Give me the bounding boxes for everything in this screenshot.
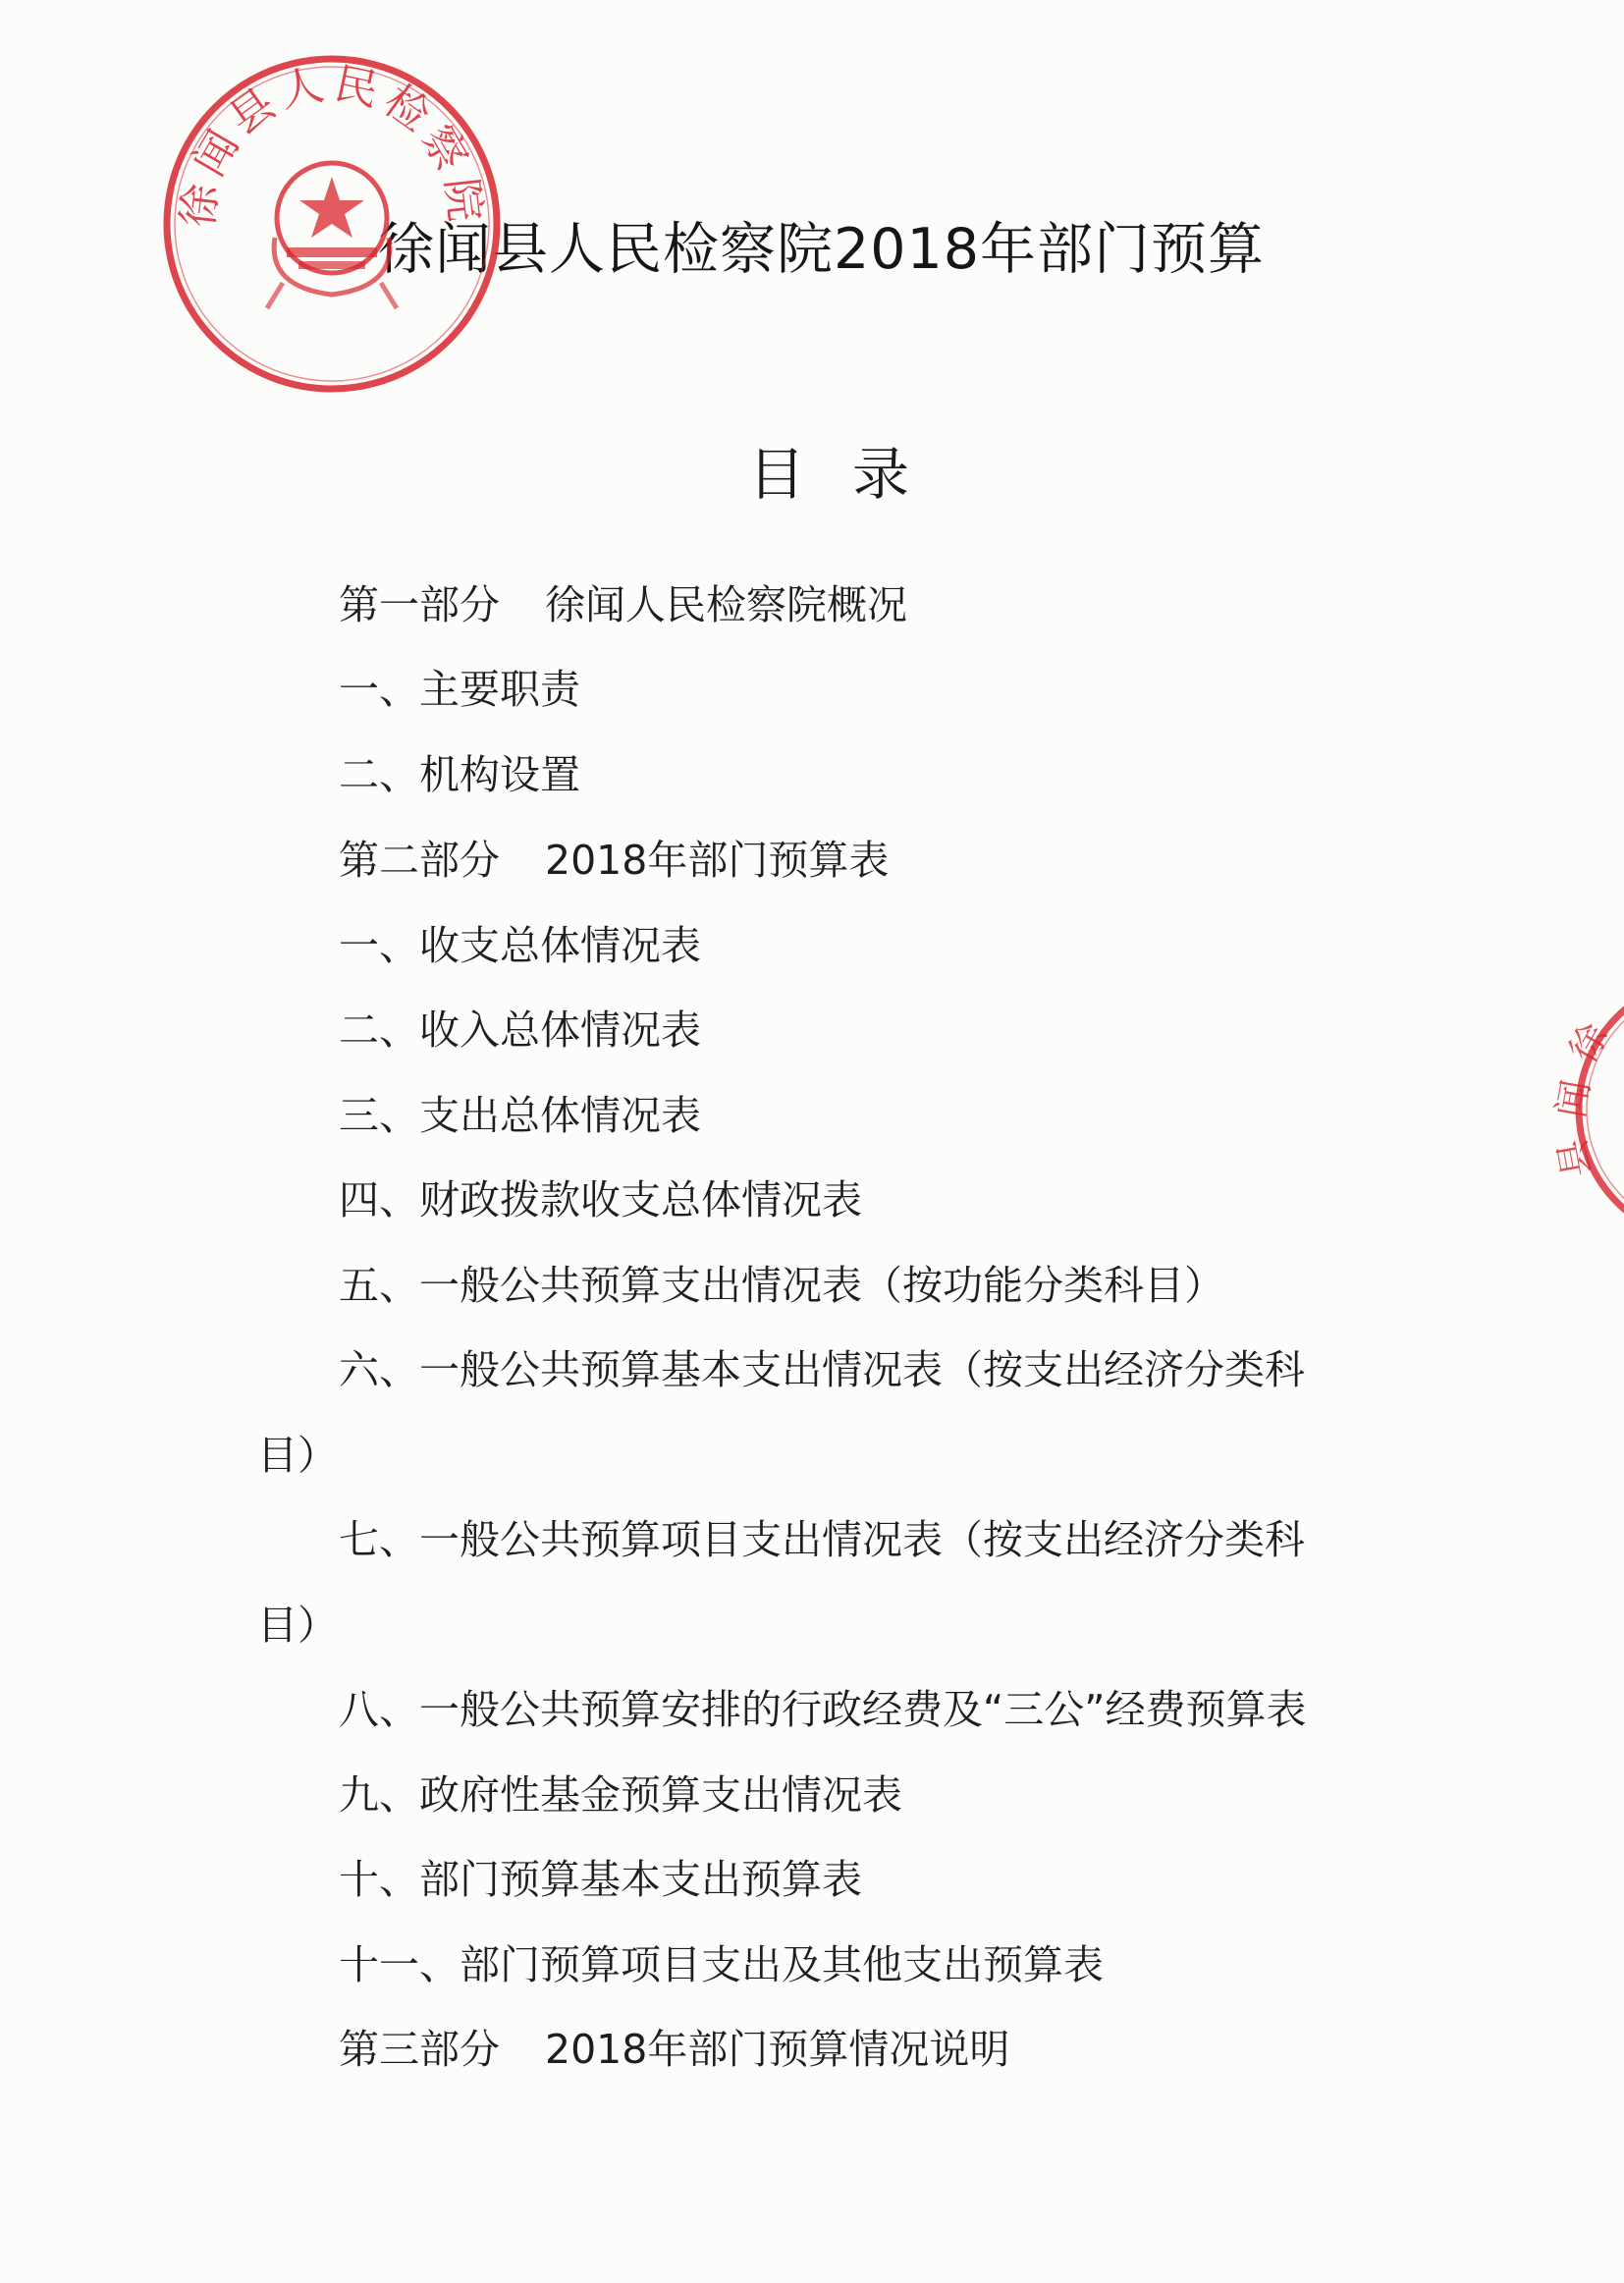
toc-item: 二、收入总体情况表 — [339, 1006, 701, 1054]
toc-item: 三、支出总体情况表 — [339, 1092, 701, 1139]
part3-text: 2018年部门预算情况说明 — [545, 2026, 1010, 2073]
toc-item: 十一、部门预算项目支出及其他支出预算表 — [339, 1941, 1104, 1988]
part3-label: 第三部分 — [339, 2026, 500, 2073]
document-title: 徐闻县人民检察院2018年部门预算 — [378, 217, 1266, 282]
toc-part2 — [339, 828, 889, 886]
toc-part3 — [339, 2017, 1009, 2075]
toc-item-continuation: 目） — [257, 1432, 338, 1479]
part2-text: 2018年部门预算表 — [545, 837, 890, 884]
toc-item: 七、一般公共预算项目支出情况表（按支出经济分类科 — [339, 1516, 1305, 1563]
toc-item: 二、机构设置 — [339, 751, 580, 798]
toc-item: 四、财政拨款收支总体情况表 — [339, 1176, 862, 1223]
toc-item: 一、主要职责 — [339, 666, 580, 713]
toc-item: 十、部门预算基本支出预算表 — [339, 1856, 862, 1903]
svg-text:闻: 闻 — [1548, 1076, 1598, 1121]
toc-item: 九、政府性基金预算支出情况表 — [339, 1771, 902, 1819]
toc-item: 一、收支总体情况表 — [339, 922, 701, 969]
toc-heading: 目录 — [748, 441, 957, 508]
svg-text:县: 县 — [1549, 1135, 1599, 1181]
toc-item: 五、一般公共预算支出情况表（按功能分类科目） — [339, 1262, 1224, 1309]
partial-seal-icon — [1543, 972, 1624, 1247]
part1-label: 第一部分 — [339, 581, 500, 628]
toc-part1 — [339, 572, 907, 630]
toc-item-continuation: 目） — [257, 1602, 338, 1649]
toc-item: 八、一般公共预算安排的行政经费及“三公”经费预算表 — [339, 1686, 1307, 1733]
toc-item: 六、一般公共预算基本支出情况表（按支出经济分类科 — [339, 1346, 1305, 1393]
svg-text:徐闻县人民检察院: 徐闻县人民检察院 — [173, 58, 491, 231]
part1-text: 徐闻人民检察院概况 — [545, 581, 907, 628]
part2-label: 第二部分 — [339, 837, 500, 884]
svg-text:徐: 徐 — [1560, 1015, 1617, 1070]
